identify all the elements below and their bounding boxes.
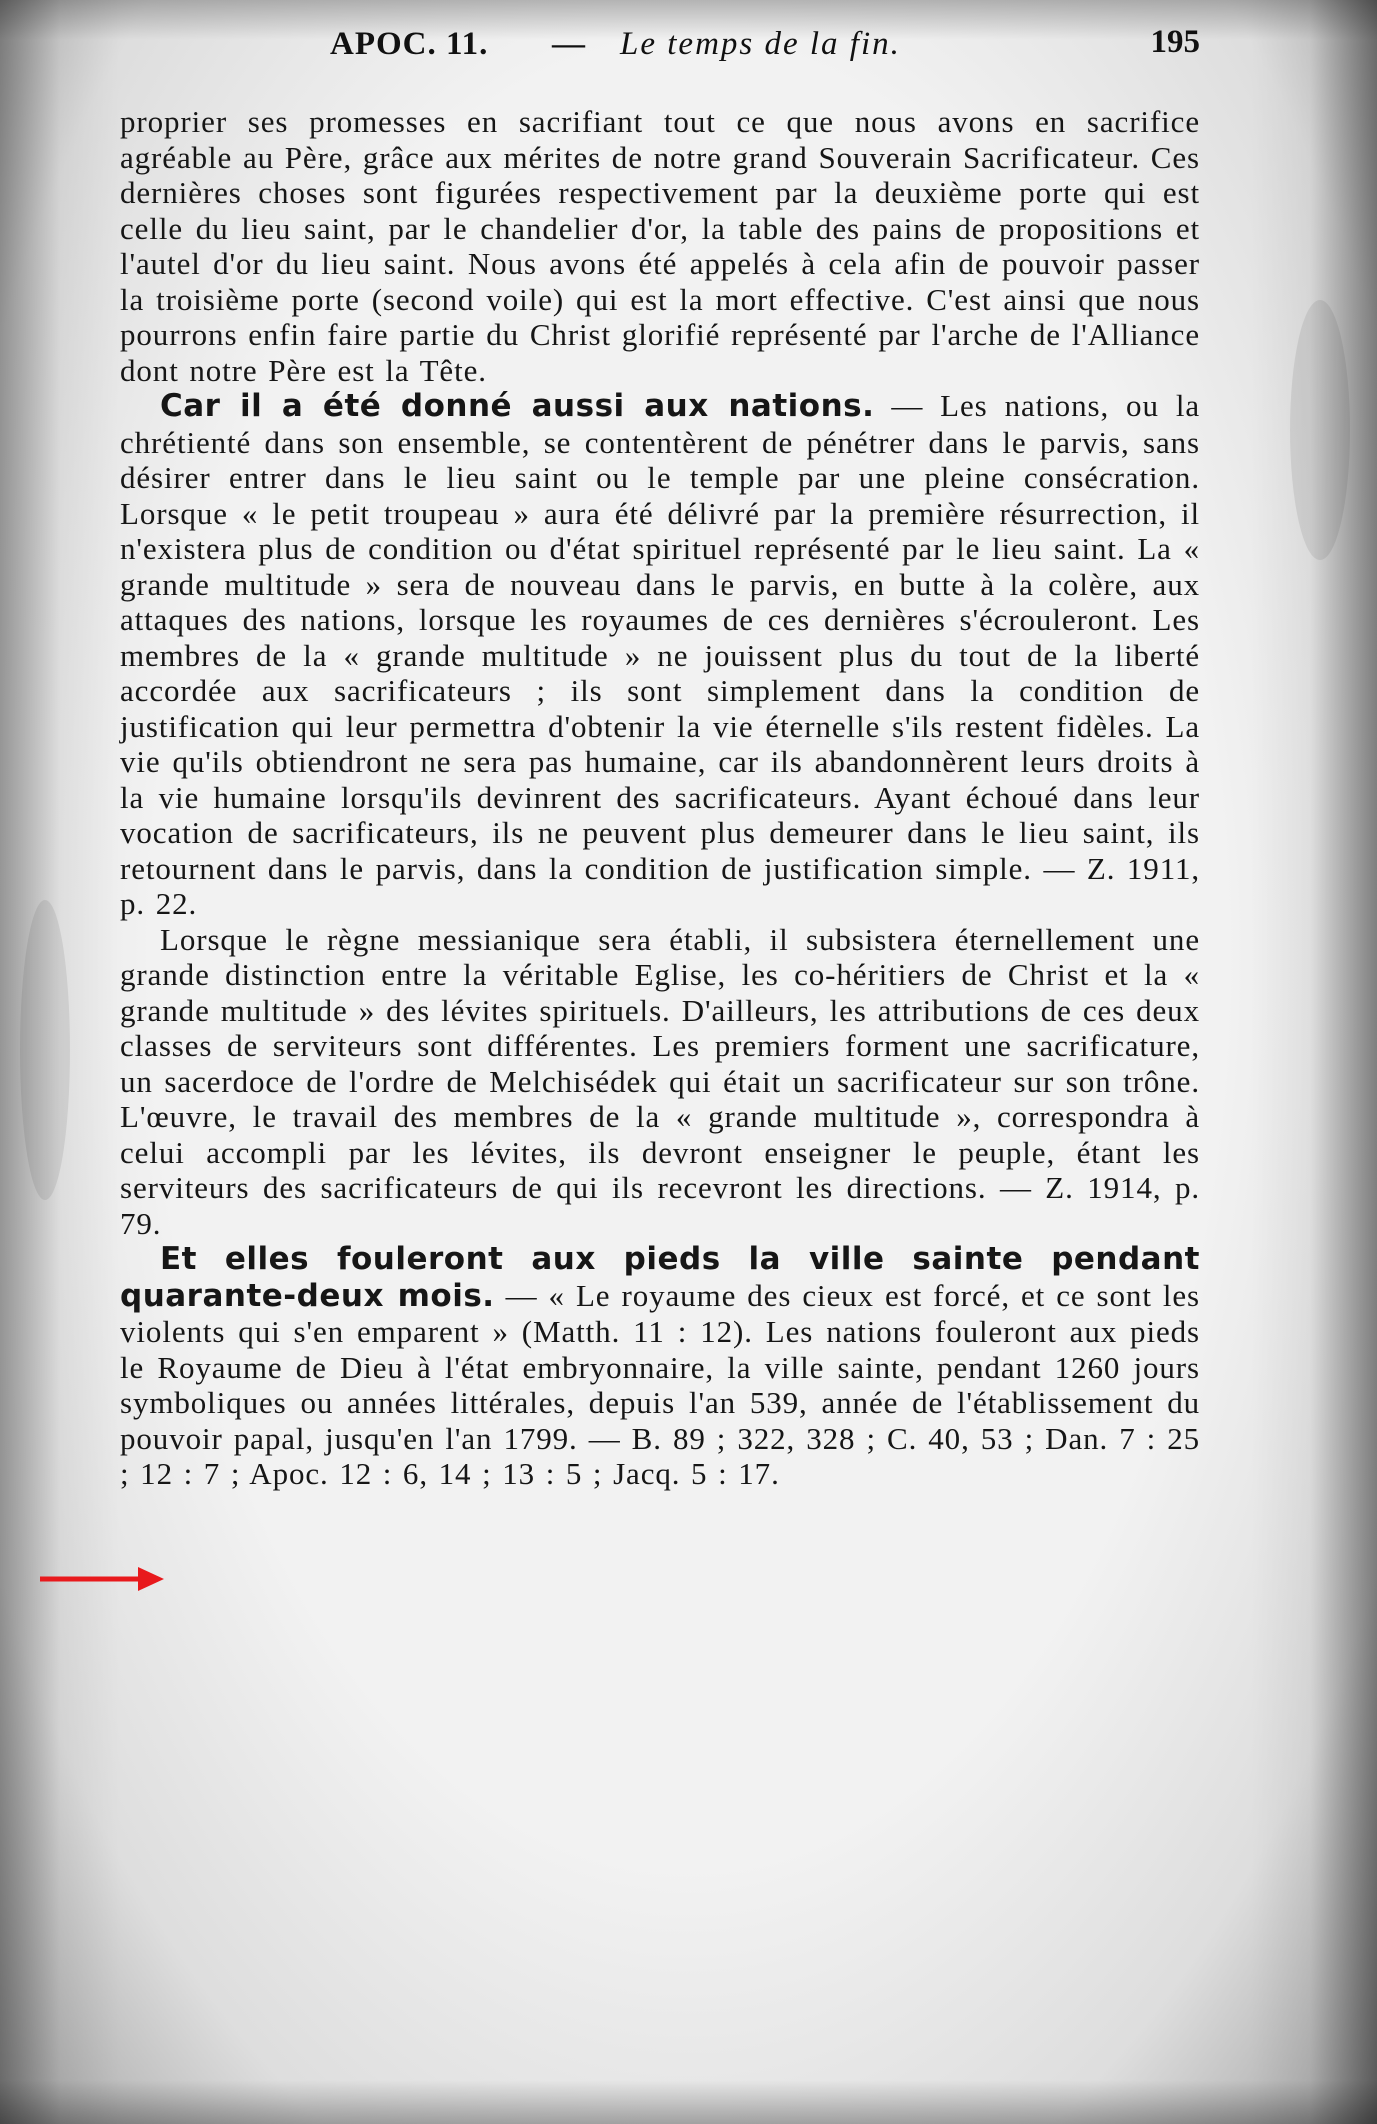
verse-lead: Et elles fouleront aux pieds la ville sainte pendant quarante-deux mois. <box>120 1241 1200 1314</box>
verse-lead: Car il a été donné aussi aux nations. <box>160 388 875 424</box>
paragraph-text: proprier ses promesses en sacrifiant tout ce que nous avons en sacrifice agréable au Père, grâce aux mérites de notre grand Souverain Sacrificateur. Ces dernières choses sont figurées respectivement par la deuxième porte qui est celle du lieu saint, par le chandelier d'or, la table des pains de propositions et l'autel d'or du lieu saint. Nous avons été appelés à cela afin de pouvoir passer la troisième porte (second voile) qui est la mort effective. C'est ainsi que nous pourrons enfin faire partie du Christ glorifié représenté par l'arche de l'Alliance dont notre Père est la Tête. <box>120 104 1200 388</box>
header-chapter: APOC. 11. <box>330 26 489 62</box>
right-arrow-icon <box>38 1564 166 1594</box>
page-number: 195 <box>1150 24 1200 60</box>
scan-smudge <box>1290 300 1350 560</box>
header-title: Le temps de la fin. <box>620 26 901 62</box>
paragraph-text: Lorsque le règne messianique sera établi, il subsistera éternellement une grande distinction entre la véritable Eglise, les co-héritiers de Christ et la « grande multitude » des lévites spirituels. D'ailleurs, les attributions de ces deux classes de serviteurs sont différentes. Les premiers forment une sacrificature, un sacerdoce de l'ordre de Melchisédek qui était un sacrificateur sur son trône. L'œuvre, le travail des membres de la « grande multitude », correspondra à celui accompli par les lévites, ils devront enseigner le peuple, étant les serviteurs des sacrificateurs de qui ils recevront les directions. — Z. 1914, p. 79. <box>120 921 1200 1241</box>
header-dash: — <box>552 26 585 62</box>
paragraph-3 <box>120 922 1200 1242</box>
paragraph-text: — Les nations, ou la chrétienté dans son ensemble, se contentèrent de pénétrer dans le parvis, sans désirer entrer dans le lieu saint ou le temple par une pleine consécration. Lorsque « le petit troupeau » aura été délivré par la première résurrection, il n'existera plus de condition ou d'état spirituel représenté par le lieu saint. La « grande multitude » sera de nouveau dans le parvis, en butte à la colère, aux attaques des nations, lorsque les royaumes de ces dernières s'écrouleront. Les membres de la « grande multitude » ne jouissent plus du tout de la liberté accordée aux sacrificateurs ; ils sont simplement dans la condition de justification qui leur permettra d'obtenir la vie éternelle s'ils restent fidèles. La vie qu'ils obtiendront ne sera pas humaine, car ils abandonnèrent leurs droits à la vie humaine lorsqu'ils devinrent des sacrificateurs. Ayant échoué dans leur vocation de sacrificateurs, ils ne peuvent plus demeurer dans le lieu saint, ils retournent dans le parvis, dans la condition de justification simple. — Z. 1911, p. 22. <box>120 388 1200 921</box>
scan-smudge <box>20 900 70 1200</box>
paragraph-text: — « Le royaume des cieux est forcé, et ce sont les violents qui s'en emparent » (Matth. 11 : 12). Les nations fouleront aux pieds le Royaume de Dieu à l'état embryonnaire, la ville sainte, pendant 1260 jours symboliques ou années littérales, depuis l'an 539, année de l'établissement du pouvoir papal, jusqu'en l'an 1799. — B. 89 ; 322, 328 ; C. 40, 53 ; Dan. 7 : 25 ; 12 : 7 ; Apoc. 12 : 6, 14 ; 13 : 5 ; Jacq. 5 : 17. <box>120 1277 1200 1491</box>
body-text <box>120 104 1200 1492</box>
paragraph-4 <box>120 1241 1200 1492</box>
paragraph-1 <box>120 104 1200 388</box>
paragraph-2 <box>120 388 1200 922</box>
running-header <box>330 20 1200 70</box>
